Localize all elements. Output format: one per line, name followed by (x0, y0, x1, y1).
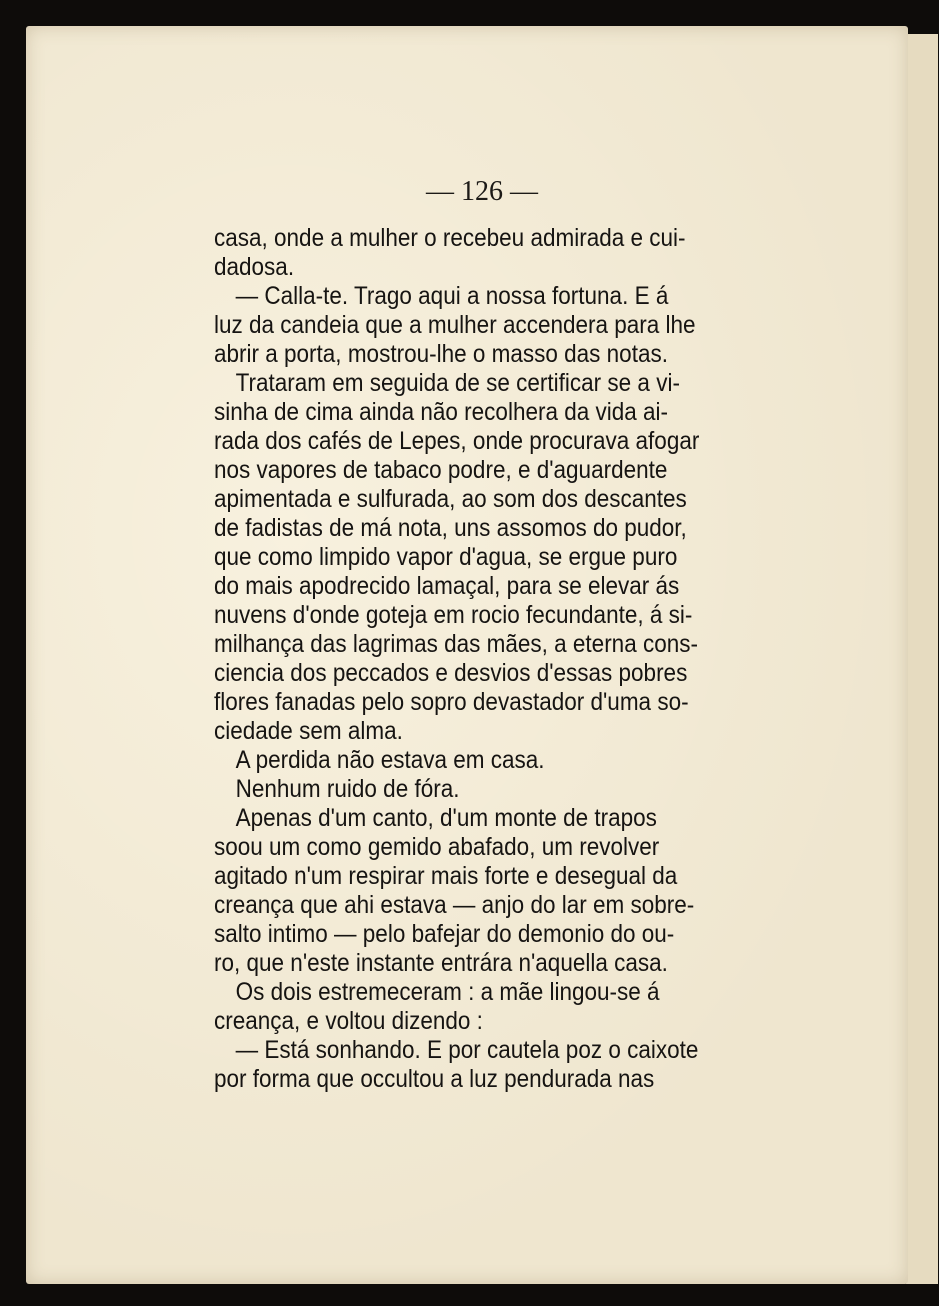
text-line: Nenhum ruido de fóra. (235, 775, 460, 803)
text-line: de fadistas de má nota, uns assomos do pudor, (214, 514, 687, 542)
text-line: ro, que n'este instante entrára n'aquella casa. (214, 949, 668, 977)
text-line: Trataram em seguida de se certificar se a vi- (235, 369, 680, 397)
text-line: creança, e voltou dizendo : (214, 1007, 483, 1035)
text-line: dadosa. (214, 253, 295, 281)
text-line: do mais apodrecido lamaçal, para se elevar ás (214, 572, 680, 600)
text-line: flores fanadas pelo sopro devastador d'uma so- (214, 688, 689, 716)
text-line: — Calla-te. Trago aqui a nossa fortuna. E á (235, 282, 669, 310)
text-line: soou um como gemido abafado, um revolver (214, 833, 660, 861)
text-line: apimentada e sulfurada, ao som dos descantes (214, 485, 687, 513)
text-line: abrir a porta, mostrou-lhe o masso das notas. (214, 340, 668, 368)
text-line: nuvens d'onde goteja em rocio fecundante, á si- (214, 601, 693, 629)
text-line: agitado n'um respirar mais forte e desegual da (214, 862, 678, 890)
page-number: — 126 — (426, 176, 538, 207)
text-line: sinha de cima ainda não recolhera da vida ai- (214, 398, 669, 426)
text-line: rada dos cafés de Lepes, onde procurava afogar (214, 427, 700, 455)
book-page (26, 26, 908, 1284)
text-line: milhança das lagrimas das mães, a eterna cons- (214, 630, 698, 658)
text-line: Os dois estremeceram : a mãe lingou-se á (235, 978, 660, 1006)
text-line: ciedade sem alma. (214, 717, 403, 745)
text-line: por forma que occultou a luz pendurada nas (214, 1065, 655, 1093)
page-text (214, 224, 754, 1094)
text-line: luz da candeia que a mulher accendera para lhe (214, 311, 696, 339)
text-line: salto intimo — pelo bafejar do demonio do ou- (214, 920, 675, 948)
text-line: A perdida não estava em casa. (235, 746, 545, 774)
text-line: que como limpido vapor d'agua, se ergue puro (214, 543, 678, 571)
text-line: ciencia dos peccados e desvios d'essas pobres (214, 659, 688, 687)
text-line: Apenas d'um canto, d'um monte de trapos (235, 804, 657, 832)
text-line: — Está sonhando. E por cautela poz o caixote (235, 1036, 699, 1064)
text-line: creança que ahi estava — anjo do lar em sobre- (214, 891, 695, 919)
adjacent-page-edge (904, 34, 938, 1284)
text-line: nos vapores de tabaco podre, e d'aguardente (214, 456, 668, 484)
text-line: casa, onde a mulher o recebeu admirada e cui- (214, 224, 686, 252)
